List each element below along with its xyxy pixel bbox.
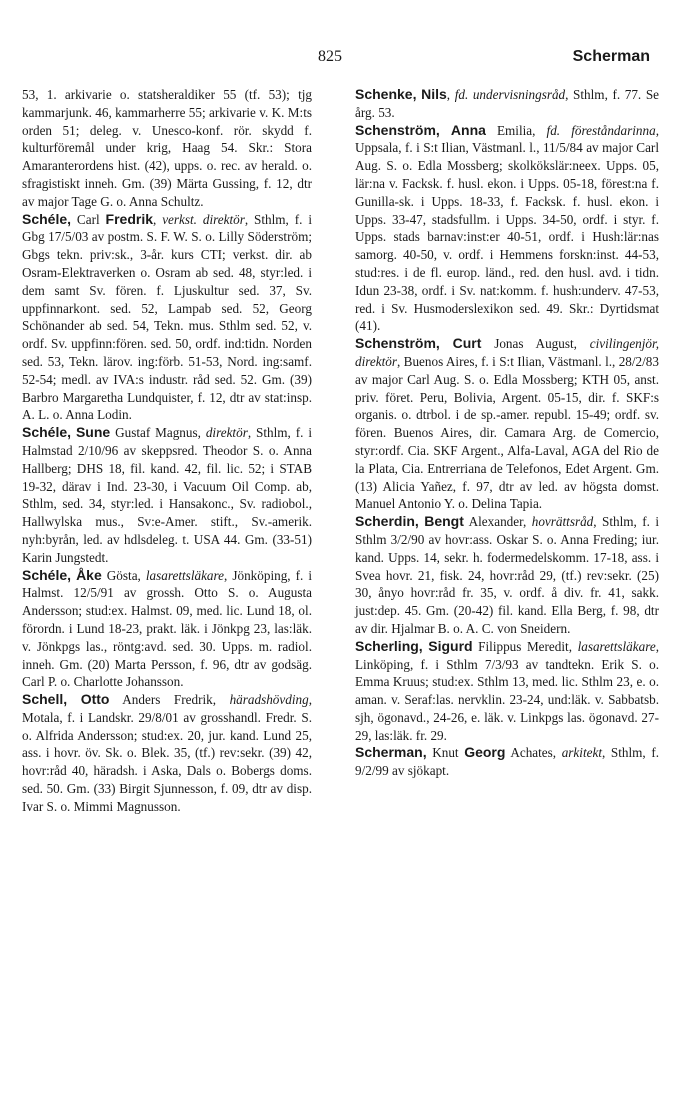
entry-first-name: Nils — [421, 86, 447, 102]
entry-schenstrom-anna — [355, 122, 659, 336]
entry-occupation: civilingenjör, direktör — [355, 336, 659, 369]
entry-occupation: lasarettsläkare — [145, 567, 225, 583]
entry-first-name: Curt — [452, 335, 482, 352]
entry-first-name: Georg — [464, 744, 506, 761]
entry-given-rest: Jonas August, — [481, 336, 590, 352]
entry-occupation: direktör — [205, 425, 248, 441]
running-head: Scherman — [572, 48, 650, 65]
entry-given — [440, 123, 451, 138]
entry-schenstrom-curt — [355, 335, 659, 513]
entry-occupation: arkitekt — [561, 745, 602, 761]
entry-first-name: Fredrik — [105, 210, 153, 227]
entry-schell-otto — [22, 691, 312, 816]
entry-occupation: hovrättsråd — [531, 514, 594, 530]
entry-occupation: verkst. direktör — [162, 211, 245, 227]
entry-body: , Jönköping, f. i Halmst. 12/5/91 av grossh. Otto S. o. Augusta Andersson; stud:ex. Halmst. 09, med. lic. Lund 18, ol. förordn. i Lund 18-23, prakt. läk. i Jönkpg 23, las:läk. v. Jönkpgs las., röntg:avd. sed. 30. Upps. m. radiol. inneh. Gm. (20) Marta Persson, f. 96, dtr av godsäg. Carl P. o. Charlotte Johansson. — [22, 567, 312, 690]
entry-surname: Schéle, — [22, 566, 72, 583]
entry-body: 53, 1. arkivarie o. statsheraldiker 55 (tf. 53); tjg kammarjunk. 46, kammarherre 55; arkivarie v. K. M:ts orden 51; deleg. v. Unesco-konf. rör. skydd f. kulturföremål under krig, Haag 54. Skr.: Stora Amaranterordens hist. (42), upps. o. rec. av herald. o. sfragistiskt inneh. Gm. (39) Märta Gussing, f. 12, dtr av major Tage G. o. Anna Schultz. — [22, 87, 312, 209]
entry-first-name: Sigurd — [428, 637, 473, 654]
entry-given-rest: Emilia, — [485, 122, 547, 138]
entry-occupation: fd. föreståndarinna — [546, 122, 656, 138]
entry-body: , Sthlm, f. i Halmstad 2/10/96 av skeppsred. Theodor S. o. Anna Hallberg; DHS 18, fil. kand. 42, fil. lic. 52; i STAB 19-32, därav i Ind. 23-30, i Vacuum Oil Comp. ab, Sthlm, sed. 34, styr:led. i Hansakonc., Sv. radiobol., Hallwylska mus., Sv:e-Amer. stift., Sv.-amerik. nyh:byrån, led. av hdlsdeleg. t. USA 44. Gm. (33-51) Karin Jungstedt. — [22, 425, 312, 565]
entry-surname: Schenström, — [355, 121, 440, 138]
entry-occupation: fd. undervisningsråd — [454, 87, 566, 102]
entry-schele-sune — [22, 424, 312, 566]
right-column — [355, 86, 659, 780]
entry-schele-carl — [22, 211, 312, 425]
entry-given: Knut — [426, 745, 465, 761]
entry-given — [67, 692, 81, 707]
entry-given-rest: Anders Fredrik, — [109, 692, 230, 708]
left-column — [22, 86, 312, 816]
entry-occupation: häradshövding — [229, 692, 309, 708]
entry-surname: Scherman, — [355, 744, 427, 761]
entry-given-rest: Achates, — [505, 745, 562, 761]
entry-body: , Motala, f. i Landskr. 29/8/01 av grosshandl. Fredr. S. o. Alfrida Andersson; stud:ex. 20, jur. kand. Lund 25, ass. i hovr. öv. Sk. o. Blek. 35, (tf.) rev:sekr. (39) 42, hovr:råd 40, häradsh. i Aska, Dals o. Bobergs doms. sed. 50. Gm. (33) Birgit Sjunnesson, f. 09, dtr av disp. Ivar S. o. Mimmi Magnusson. — [22, 692, 312, 814]
entry-surname: Scherling, — [355, 637, 423, 654]
entry-body: , Sthlm, f. 9/2/99 av sjökapt. — [355, 745, 660, 779]
entry-body: , Sthlm, f. i Sthlm 3/2/90 av hovr:ass. Oskar S. o. Anna Freding; iur. kand. Upps. 14, sekr. h. fodermedelskomm. 17-18, ass. i Svea hovr. 21, fisk. 24, hovr:råd 29, (tf.) rev:sekr. (25) 30, ånyo hovr:råd fr. 35, v. ordf. å div. fr. 41, sakk. just:dep. 45. Gm. (20-42) fil. kand. Ella Berg, f. 98, dtr av dir. Hjalmar B. o. A. C. von Sneidern. — [355, 514, 659, 636]
entry-body: , Linköping, f. i Sthlm 7/3/93 av tandtekn. Erik S. o. Emma Kruus; stud:ex. Sthlm 13, med. lic. Sthlm 23, e. o. aman. v. Seraf:las. nervklin. 23-24, und:läk. v. Sabbatsb. sjh, ögonavd., 24-26, e. läk. v. Linkpgs las. ögonavd. 27-29, las:läk. fr. 29. — [355, 638, 659, 743]
entry-surname: Schéle, — [22, 424, 72, 441]
entry-body: , Sthlm, f. 77. Se årg. 53. — [355, 87, 660, 120]
entry-given-rest: , — [446, 87, 455, 102]
entry-surname: Scherdin, — [355, 513, 419, 530]
entry-body: , Uppsala, f. i S:t Ilian, Västmanl. l., 11/5/84 av major Carl Aug. S. o. Edla Mossberg; skolkökslär:neex. Upps. 05, lär:na v. Facksk. f. husl. ekon. i Upps. 05-18, förest:na f. Gunilla-sk. i Upps. 18-33, f. Facksk. f. husl. ekon. i Upps. 33-47, stadsfullm. i Upps. 34-50, ordf. i styr. f. Upps. stads barnav:inst:er 40-51, ordf. i Hush:lär:nas samorg. 40-50, v. ordf. i Hemmens forskn:inst. 44-53, stud:res. i de fl. europ. länd., red. den husl. avd. i tidn. Idun 23-38, ordf. i Sv. nat:komm. f. hush:underv. 47-53, red. i Sv. Husmoderslexikon sed. 49. Skr.: Dyrtidsmat (41). — [355, 122, 659, 334]
entry-first-name: Otto — [80, 691, 110, 708]
entry-first-name: Åke — [76, 566, 102, 583]
entry-scherling-sigurd — [355, 638, 659, 745]
entry-body: , Sthlm, f. i Gbg 17/5/03 av postm. S. F. W. S. o. Lilly Söderström; Gbgs tekn. priv:sk., 3-år. kurs CTI; verkst. dir. ab Osram-Elektraverken o. Osram ab sed. 48, styr:led. i dem samt Sv. fören. f. Ljuskultur sed. 37, Sv. uppfinnarkont. sed. 52, Lampab sed. 52, Georg Schönander ab sed. 54, Tekn. mus. Sthlm sed. 52, v. ordf. Sv. uppfinn:fören. sed. 50, ordf. ind:tidn. Norden sed. 53, Tekn. lärov. ing:förb. 51-53, Nord. ing:samf. 52-54; medl. av IVA:s industr. råd sed. 52. Gm. (39) Barbro Margaretha Lundquister, f. 12, dtr av stat:insp. A. L. o. Anna Lodin. — [22, 211, 312, 423]
entry-given-rest: Gustaf Magnus, — [110, 425, 206, 441]
entry-sep: , — [153, 211, 163, 227]
entry-surname: Schéle, — [22, 210, 72, 227]
entry-surname: Schell, — [22, 691, 68, 708]
entry-occupation: lasarettsläkare — [577, 638, 656, 654]
entry-given-rest: Filippus Meredit, — [472, 638, 578, 654]
page-number: 825 — [318, 48, 342, 65]
entry-first-name: Anna — [450, 121, 486, 138]
entry-surname: Schenström, — [355, 335, 440, 352]
entry-continuation — [22, 86, 312, 211]
entry-first-name: Sune — [75, 424, 111, 441]
entry-given-rest: Gösta, — [101, 567, 146, 583]
entry-scherman-georg — [355, 744, 659, 780]
entry-scherdin-bengt — [355, 513, 659, 638]
entry-given: Carl — [71, 211, 106, 227]
entry-schele-ake — [22, 567, 312, 692]
entry-first-name: Bengt — [424, 513, 464, 530]
entry-schenke-nils — [355, 86, 659, 122]
entry-surname: Schenke, — [355, 86, 417, 102]
entry-given-rest: Alexander, — [463, 514, 532, 530]
entry-given — [440, 336, 453, 351]
entry-body: , Buenos Aires, f. i S:t Ilian, Västmanl. l., 28/2/83 av major Carl Aug. S. o. Edla Mossberg; KTH 05, anst. priv. föret. Peru, Bolivia, Argent. 05-15, dir. f. SKF:s organis. o. dtrbol. i de sp.-amer. republ. 15-49; ordf. sv. fören. Buenos Aires, dir. Camara Arg. de Comercio, styr:ordf. Cia. SKF Argent., Alfa-Laval, AGA del Rio de la Plata, Cia. Entrerriana de Telefonos, Edet Argent. Gm. (13) Alicia Yañez, f. 97, dtr av led. av högsta domst. Manuel Antonio Y. o. Delina Tapia. — [355, 353, 659, 512]
